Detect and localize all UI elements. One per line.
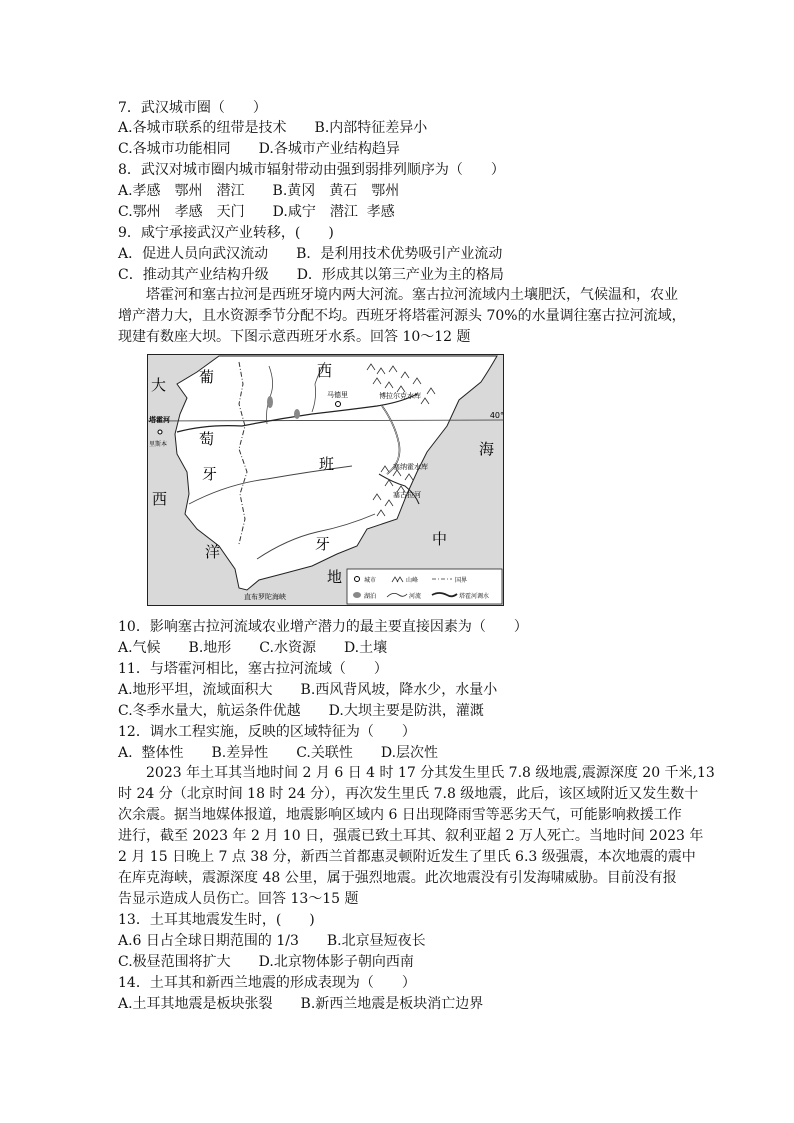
q12-stem: 12．调水工程实施，反映的区域特征为（ ）: [118, 724, 416, 740]
label-latitude: 40°: [489, 411, 504, 420]
label-hai: 海: [479, 440, 495, 458]
madrid-city-icon: [336, 402, 341, 407]
passage-line: 增产潜力大，且水资源季节分配不均。西班牙将塔霍河源头 70%的水量调往塞古拉河流域，: [118, 308, 686, 324]
map-legend: [347, 569, 502, 604]
label-pu2: 萄: [199, 430, 215, 448]
lake: [267, 396, 273, 408]
passage-line: 时 24 分（北京时间 18 时 24 分），再次发生里氏 7.8 级地震，此后，该区域附近又发生数十: [118, 786, 699, 802]
spain-water-system-map: [147, 354, 504, 606]
lake: [294, 409, 300, 419]
passage-line: 2023 年土耳其当地时间 2 月 6 日 4 时 17 分其发生里氏 7.8 级地震,震源深度 20 千米,13: [118, 765, 715, 781]
q8-options-cd: C.鄂州 孝感 天门 D.咸宁 潜江 孝感: [118, 204, 395, 220]
label-xi2: 西: [317, 362, 333, 380]
legend-city: 城市: [364, 577, 377, 584]
label-bolar: 博拉尔克水库: [379, 392, 421, 400]
q8-stem: 8．武汉对城市圈内城市辐射带动由强到弱排列顺序为（ ）: [118, 162, 505, 178]
passage-line: 告显示造成人员伤亡。回答 13～15 题: [118, 891, 359, 907]
q9-options-ab: A．促进人员向武汉流动 B．是利用技术优势吸引产业流动: [118, 246, 503, 262]
q12-options: A. 整体性 B.差异性 C.关联性 D.层次性: [118, 745, 439, 761]
label-ya1: 牙: [202, 465, 218, 483]
passage-line: 现建有数座大坝。下图示意西班牙水系。回答 10～12 题: [118, 329, 471, 345]
q14-stem: 14．土耳其和新西兰地震的形成表现为（ ）: [118, 975, 416, 991]
legend-transfer: 塔霍河调水: [459, 593, 490, 600]
label-ya2: 牙: [315, 535, 331, 553]
legend-border: 国界: [455, 577, 468, 584]
passage-spain-rivers: [118, 285, 686, 348]
q13-options-ab: A.6 日占全球日期范围的 1/3 B.北京昼短夜长: [118, 933, 426, 949]
label-yang: 洋: [205, 543, 221, 561]
q7-options-cd: C.各城市功能相同 D.各城市产业结构趋异: [118, 141, 400, 157]
label-ban: 班: [319, 455, 335, 473]
legend-city-icon: [355, 577, 360, 582]
q13-options-cd: C.极昼范围将扩大 D.北京物体影子朝向西南: [118, 954, 414, 970]
passage-line: 进行，截至 2023 年 2 月 10 日，强震已致土耳其、叙利亚超 2 万人死亡。当地时间 2023 年: [118, 828, 704, 844]
legend-mountain: 山峰: [406, 577, 419, 584]
label-da: 大: [151, 376, 167, 394]
q13-stem: 13．土耳其地震发生时，( ): [118, 912, 315, 928]
passage-earthquake: [118, 763, 715, 910]
label-di: 地: [327, 568, 343, 586]
q11-options-cd: C.冬季水量大，航运条件优越 D.大坝主要是防洪，灌溉: [118, 703, 484, 719]
label-segura-river: 塞古拉河: [393, 491, 421, 499]
label-pu1: 葡: [199, 368, 215, 386]
label-lisbon: 里斯本: [149, 441, 168, 448]
passage-line: 塔霍河和塞古拉河是西班牙境内两大河流。塞古拉河流域内土壤肥沃，气候温和，农业: [118, 287, 678, 303]
label-madrid: 马德里: [327, 391, 348, 399]
label-gibraltar: 直布罗陀海峡: [244, 593, 286, 601]
q7-stem: 7．武汉城市圈（ ）: [118, 100, 267, 116]
lisbon-city-icon: [158, 430, 162, 434]
q9-options-cd: C．推动其产业结构升级 D．形成其以第三产业为主的格局: [118, 267, 504, 283]
q8-options-ab: A.孝感 鄂州 潜江 B.黄冈 黄石 鄂州: [118, 183, 400, 199]
passage-line: 2 月 15 日晚上 7 点 38 分，新西兰首都惠灵顿附近发生了里氏 6.3 级强震，本次地震的震中: [118, 849, 696, 865]
q10-options: A.气候 B.地形 C.水资源 D.土壤: [118, 640, 388, 656]
label-segura-reservoir: 塞纳霍水库: [393, 463, 428, 471]
label-tajo: 塔霍河: [149, 416, 170, 424]
legend-lake: 湖泊: [364, 593, 377, 600]
q9-stem: 9．咸宁承接武汉产业转移，( ): [118, 225, 334, 241]
label-xi1: 西: [152, 490, 168, 508]
legend-lake-icon: [353, 592, 361, 598]
q11-stem: 11．与塔霍河相比，塞古拉河流域（ ）: [118, 661, 388, 677]
passage-line: 在库克海峡，震源深度 48 公里，属于强烈地震。此次地震没有引发海啸威胁。目前没有报: [118, 870, 677, 886]
label-zhong: 中: [432, 530, 448, 548]
q10-stem: 10．影响塞古拉河流域农业增产潜力的最主要直接因素为（ ）: [118, 619, 528, 635]
legend-river: 河流: [409, 593, 422, 600]
q7-options-ab: A.各城市联系的纽带是技术 B.内部特征差异小: [118, 120, 428, 136]
q11-options-ab: A.地形平坦，流域面积大 B.西风背风坡，降水少，水量小: [118, 682, 498, 698]
q14-options-ab: A.土耳其地震是板块张裂 B.新西兰地震是板块消亡边界: [118, 996, 484, 1012]
passage-line: 次余震。据当地媒体报道，地震影响区域内 6 日出现降雨雪等恶劣天气，可能影响救援工作: [118, 807, 682, 823]
